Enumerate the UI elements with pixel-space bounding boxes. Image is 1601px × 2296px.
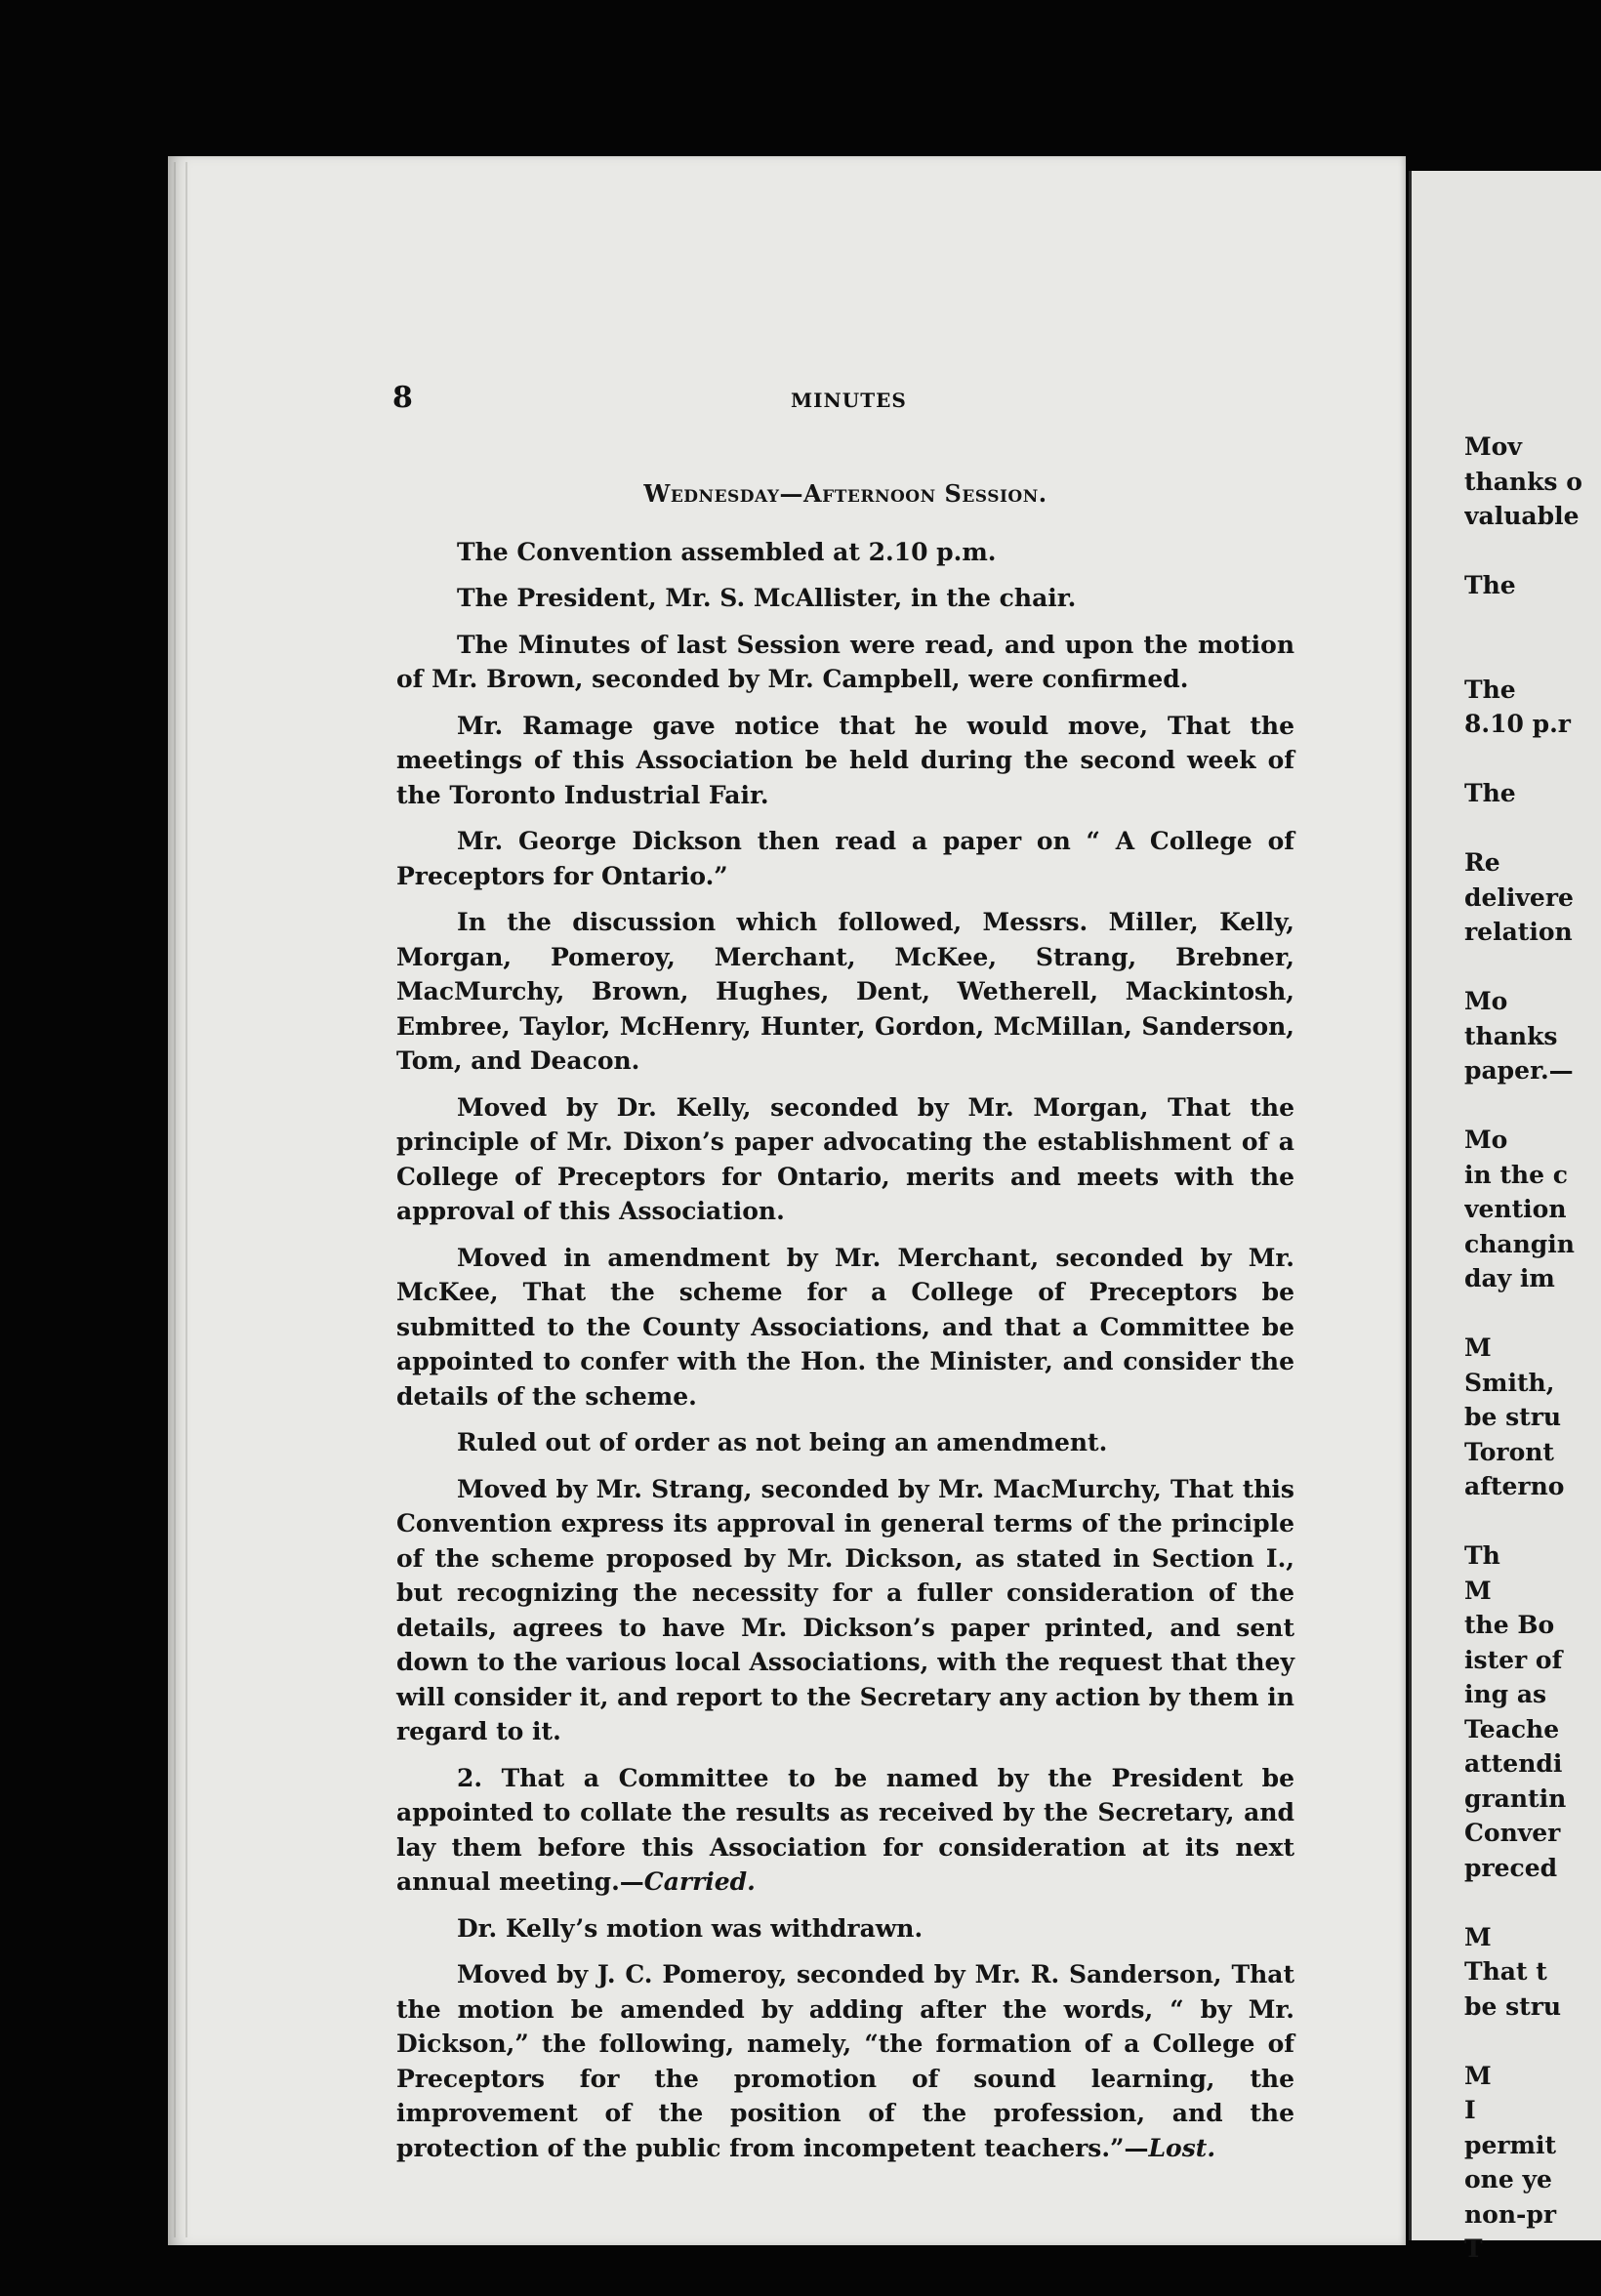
right-page-fragment: ister of (1464, 1645, 1563, 1674)
right-page-fragments (1464, 430, 1601, 2267)
right-page-fragment: preced (1464, 1853, 1558, 1882)
right-page-fragment: ing as (1464, 1680, 1547, 1708)
paragraph-dickson-paper: Mr. George Dickson then read a paper on “ A College of Preceptors for Ontario.” (396, 827, 1294, 890)
right-page-fragment (1464, 2024, 1601, 2059)
right-page-fragment: be stru (1464, 1991, 1562, 2021)
right-page-fragment: Conver (1464, 1819, 1561, 1847)
right-page-fragment: paper.— (1464, 1056, 1574, 1085)
right-page-fragment: M (1464, 2061, 1492, 2090)
right-page-fragment (1464, 811, 1601, 846)
right-page-fragment: That t (1464, 1957, 1547, 1986)
paragraph-merchant-amendment: Moved in amendment by Mr. Merchant, seconded by Mr. McKee, That the scheme for a College of Preceptors be submitted to the County Associations, and that a Committee be appointed to confer with the Hon. the Minister, and consider the details of the scheme. (396, 1243, 1294, 1411)
running-head (392, 381, 1369, 420)
right-page-fragment: Mov (1464, 432, 1522, 461)
right-page-fragment: in the c (1464, 1160, 1568, 1189)
pomeroy-amendment-text: Moved by J. C. Pomeroy, seconded by Mr. R. Sanderson, That the motion be amended by adding after the words, “ by Mr. Dickson,” the following, namely, “the formation of a College of Preceptors for the promotion of sound learning, the improvement of the position of the profession, and the protection of the public from incompetent teachers.”— (396, 1960, 1294, 2162)
right-page-fragment: Mo (1464, 1126, 1508, 1154)
right-page-fragment (1464, 1088, 1601, 1124)
right-page-fragment: Smith, (1464, 1368, 1555, 1397)
right-page-fragment (1464, 1885, 1601, 1920)
right-page-fragment: M (1464, 1333, 1492, 1362)
session-title: Wednesday—Afternoon Session. (643, 479, 1047, 508)
right-page-fragment (1464, 637, 1601, 673)
right-page-fragment: thanks (1464, 1021, 1558, 1050)
right-page-fragment: permit (1464, 2130, 1557, 2159)
right-page-fragment: relation (1464, 918, 1573, 946)
committee-resolution-text: 2. That a Committee to be named by the President be appointed to collate the results as received by the Secretary, and lay them before this Association for consideration at its next annual meeting.— (396, 1763, 1294, 1896)
right-page-fragment: M (1464, 1576, 1492, 1605)
right-page-fragment: non-pr (1464, 2199, 1557, 2229)
running-title: MINUTES (791, 389, 907, 412)
paragraph-kelly-motion: Moved by Dr. Kelly, seconded by Mr. Morgan, That the principle of Mr. Dixon’s paper advocating the establishment of a College of Preceptors for Ontario, merits and meets with the approval of this Association. (396, 1092, 1294, 1225)
right-page-fragment (1464, 950, 1601, 985)
right-page-fragment: T (1464, 2234, 1483, 2263)
right-page-fragment: Th (1464, 1541, 1500, 1570)
right-page-fragment: The (1464, 571, 1516, 599)
right-page-fragment: afterno (1464, 1472, 1565, 1500)
right-page-fragment: delivere (1464, 882, 1574, 912)
paragraph-president-chair: The President, Mr. S. McAllister, in the chair. (457, 584, 1077, 612)
right-page-fragment (1464, 534, 1601, 569)
right-page-fragment: day im (1464, 1264, 1555, 1292)
right-page-fragment: Teache (1464, 1714, 1560, 1743)
right-page-fragment: grantin (1464, 1784, 1567, 1813)
right-page-fragment (1464, 1504, 1601, 1539)
paragraph-committee-resolution (396, 1761, 1294, 1900)
paragraph-ruled-out: Ruled out of order as not being an amendment. (457, 1428, 1108, 1456)
right-page-fragment: 8.10 p.r (1464, 710, 1571, 738)
right-page-fragment: vention (1464, 1195, 1567, 1223)
page-edge (174, 162, 187, 2237)
paragraph-strang-motion: Moved by Mr. Strang, seconded by Mr. MacMurchy, That this Convention express its approval in general terms of the principle of the scheme proposed by Mr. Dickson, as stated in Section I., but recognizing the necessity for a fuller consideration of the details, agrees to have Mr. Dickson’s paper printed, and sent down to the various local Associations, with the request that they will consider it, and report to the Secretary any action by them in regard to it. (396, 1474, 1294, 1745)
right-page-fragment: the Bo (1464, 1611, 1555, 1639)
right-page-fragment: The (1464, 779, 1516, 807)
right-page-fragment: valuable (1464, 502, 1580, 530)
right-page-fragment: The (1464, 675, 1516, 704)
right-page-fragment (1464, 603, 1601, 638)
right-page-fragment: Mo (1464, 987, 1508, 1015)
paragraph-kelly-withdrawn: Dr. Kelly’s motion was withdrawn. (457, 1913, 924, 1943)
right-page-fragment: thanks o (1464, 467, 1582, 496)
paragraph-discussion: In the discussion which followed, Messrs. Miller, Kelly, Morgan, Pomeroy, Merchant, McKee, Strang, Brebner, MacMurchy, Brown, Hughes, Dent, Wetherell, Mackintosh, Embree, Taylor, McHenry, Hunter, Gordon, McMillan, Sanderson, Tom, and Deacon. (396, 908, 1294, 1075)
paragraph-pomeroy-amendment (396, 1957, 1294, 2165)
right-page-fragment: changin (1464, 1229, 1575, 1258)
right-page-fragment (1464, 742, 1601, 777)
right-page-fragment: Toront (1464, 1437, 1554, 1466)
page-number: 8 (392, 381, 413, 415)
right-page-fragment: Re (1464, 848, 1500, 877)
right-page-fragment: one ye (1464, 2165, 1552, 2194)
right-page-fragment: be stru (1464, 1403, 1562, 1431)
right-page-fragment: I (1464, 2096, 1476, 2124)
paragraph-minutes-confirmed: The Minutes of last Session were read, and upon the motion of Mr. Brown, seconded by Mr. Campbell, were confirmed. (396, 630, 1294, 693)
lost-label: Lost. (1148, 2133, 1216, 2162)
carried-label: Carried. (643, 1867, 756, 1896)
paragraph-ramage-notice: Mr. Ramage gave notice that he would move, That the meetings of this Association be held during the second week of the Toronto Industrial Fair. (396, 711, 1294, 809)
right-page-fragment (1464, 1296, 1601, 1332)
right-page-fragment: attendi (1464, 1749, 1563, 1778)
paragraph-convention-assembled: The Convention assembled at 2.10 p.m. (457, 537, 997, 566)
right-page-fragment: M (1464, 1922, 1492, 1951)
minutes-body (396, 476, 1294, 2177)
